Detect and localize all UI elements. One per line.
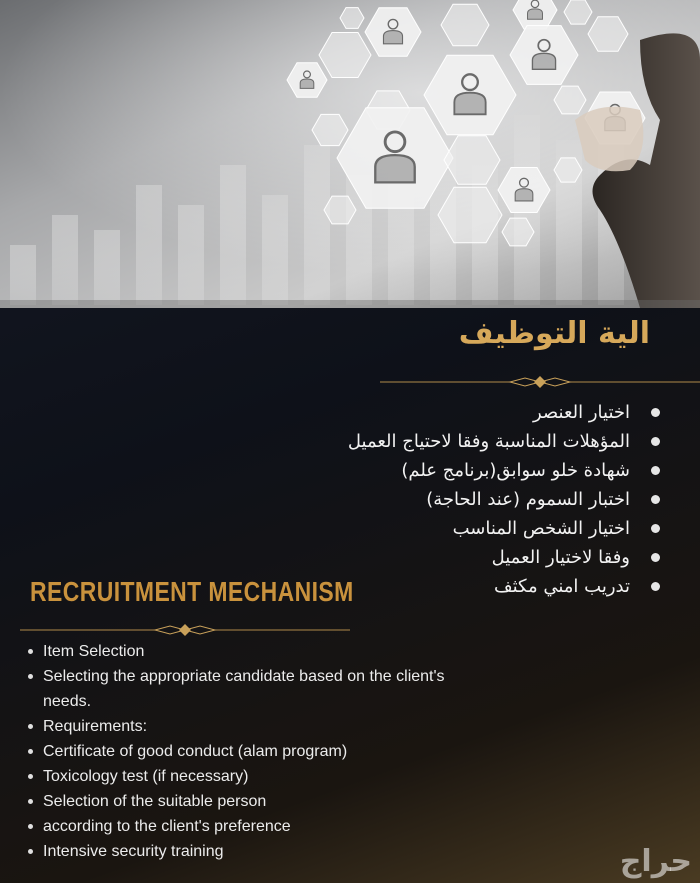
english-title: RECRUITMENT MECHANISM xyxy=(30,576,354,607)
list-item: Item Selection xyxy=(28,639,468,664)
list-item: المؤهلات المناسبة وفقا لاحتياج العميل xyxy=(260,427,660,456)
arabic-title-divider xyxy=(380,375,700,389)
hero-image xyxy=(0,0,700,308)
list-item: وفقا لاختيار العميل xyxy=(260,543,660,572)
haraj-logo-watermark: حراج xyxy=(619,844,692,879)
english-list xyxy=(28,639,468,864)
list-item: اختيار العنصر xyxy=(260,398,660,427)
backdrop-bar xyxy=(220,165,246,305)
arabic-list xyxy=(260,398,660,601)
list-item: Selecting the appropriate candidate based on the client's needs. xyxy=(28,664,468,714)
list-item: according to the client's preference xyxy=(28,814,468,839)
backdrop-bar xyxy=(94,230,120,305)
backdrop-bar xyxy=(262,195,288,305)
backdrop-bar xyxy=(52,215,78,305)
list-item: Selection of the suitable person xyxy=(28,789,468,814)
list-item: Certificate of good conduct (alam program) xyxy=(28,739,468,764)
list-item: اختيار الشخص المناسب xyxy=(260,514,660,543)
english-title-divider xyxy=(20,623,350,637)
list-item: Toxicology test (if necessary) xyxy=(28,764,468,789)
backdrop-bar xyxy=(304,145,330,305)
backdrop-bar xyxy=(10,245,36,305)
backdrop-bar xyxy=(178,205,204,305)
list-item: شهادة خلو سوابق(برنامج علم) xyxy=(260,456,660,485)
list-item: تدريب امني مكثف xyxy=(260,572,660,601)
list-item: Requirements: xyxy=(28,714,468,739)
list-item: اختبار السموم (عند الحاجة) xyxy=(260,485,660,514)
backdrop-bar xyxy=(136,185,162,305)
list-item: Intensive security training xyxy=(28,839,468,864)
arabic-title: الية التوظيف xyxy=(458,316,650,351)
